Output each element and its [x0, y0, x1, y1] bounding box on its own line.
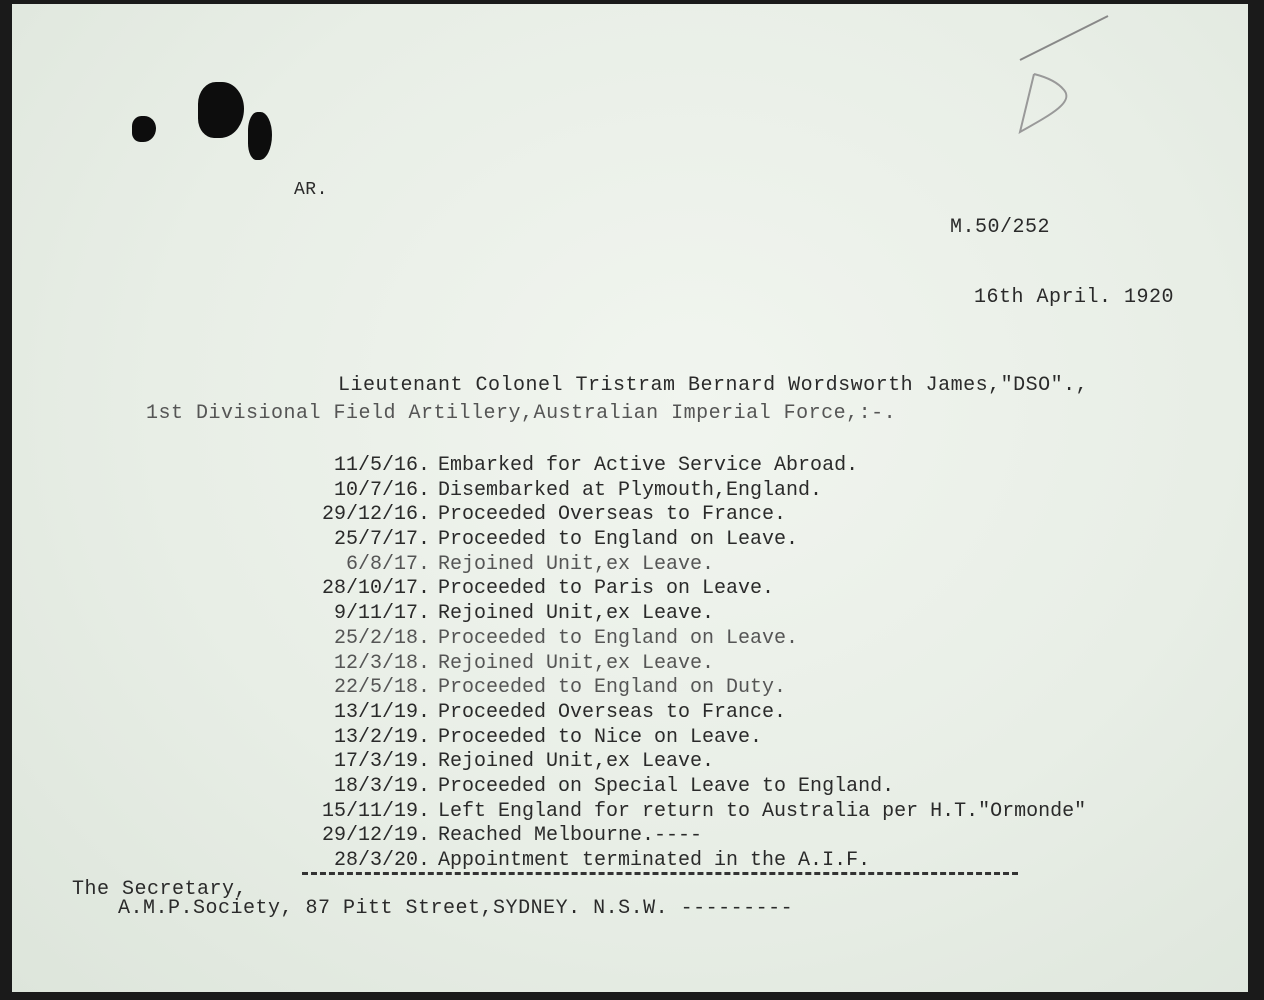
entry-text: Proceeded to Nice on Leave.	[438, 725, 763, 749]
entry-date: 18/3/19.	[333, 774, 430, 798]
entry-text: Rejoined Unit,ex Leave.	[438, 651, 715, 675]
list-item	[242, 750, 1242, 775]
entry-date: 11/5/16.	[333, 454, 430, 477]
list-item	[242, 454, 1242, 479]
entry-text: Proceeded to Paris on Leave.	[438, 577, 775, 601]
entry-text: Embarked for Active Service Abroad.	[438, 454, 859, 477]
addressee-address: A.M.P.Society, 87 Pitt Street,SYDNEY. N.S.W. ---------	[118, 897, 794, 920]
entry-text: Left England for return to Australia per H.T."Ormonde"	[438, 799, 1087, 823]
subject-unit-line: 1st Divisional Field Artillery,Australian Imperial Force,:-.	[146, 402, 897, 425]
list-item	[242, 528, 1242, 553]
entry-date: 17/3/19.	[333, 750, 430, 774]
reference-number: M.50/252	[950, 216, 1051, 239]
entry-text: Proceeded on Special Leave to England.	[438, 774, 895, 798]
entry-text: Disembarked at Plymouth,England.	[438, 478, 823, 502]
letter-date: 16th April. 1920	[974, 286, 1175, 309]
entry-date: 28/10/17.	[321, 577, 430, 601]
punch-hole-right	[198, 82, 244, 138]
entry-text: Proceeded to England on Leave.	[438, 626, 799, 650]
entry-text: Appointment terminated in the A.I.F.	[438, 849, 871, 872]
dashed-divider	[302, 872, 1018, 875]
list-item	[242, 824, 1242, 849]
list-item	[242, 627, 1242, 652]
entry-text: Proceeded Overseas to France.	[438, 503, 787, 527]
entry-text: Proceeded to England on Duty.	[438, 676, 787, 700]
file-code: AR.	[294, 180, 328, 200]
handwritten-mark-icon	[1012, 14, 1132, 144]
list-item	[242, 652, 1242, 677]
list-item	[242, 775, 1242, 800]
entry-date: 12/3/18.	[333, 651, 430, 675]
subject-name-line: Lieutenant Colonel Tristram Bernard Wordsworth James,"DSO".,	[338, 374, 1089, 397]
list-item	[242, 849, 1242, 874]
document-page	[12, 4, 1248, 992]
list-item	[242, 602, 1242, 627]
entry-date: 15/11/19.	[321, 799, 430, 823]
entry-text: Reached Melbourne.----	[438, 824, 703, 848]
entry-text: Rejoined Unit,ex Leave.	[438, 602, 715, 626]
addressee-title: The Secretary,	[72, 878, 248, 901]
entry-date: 29/12/16.	[321, 503, 430, 527]
entry-date: 29/12/19.	[321, 824, 430, 848]
tear-mark	[248, 112, 272, 160]
entry-date: 9/11/17.	[333, 602, 430, 626]
entry-date: 25/7/17.	[333, 528, 430, 552]
entry-date: 6/8/17.	[345, 552, 430, 576]
entry-text: Rejoined Unit,ex Leave.	[438, 750, 715, 774]
list-item	[242, 503, 1242, 528]
entry-date: 22/5/18.	[333, 676, 430, 700]
punch-hole-left	[132, 116, 156, 142]
list-item	[242, 676, 1242, 701]
list-item	[242, 553, 1242, 578]
entry-text: Proceeded Overseas to France.	[438, 700, 787, 724]
list-item	[242, 577, 1242, 602]
list-item	[242, 479, 1242, 504]
entry-date: 25/2/18.	[333, 626, 430, 650]
entry-date: 13/2/19.	[333, 725, 430, 749]
entry-text: Proceeded to England on Leave.	[438, 528, 799, 552]
entry-text: Rejoined Unit,ex Leave.	[438, 552, 715, 576]
list-item	[242, 726, 1242, 751]
service-record-list	[242, 454, 1242, 874]
list-item	[242, 800, 1242, 825]
list-item	[242, 701, 1242, 726]
entry-date: 13/1/19.	[333, 700, 430, 724]
entry-date: 28/3/20.	[333, 849, 430, 872]
entry-date: 10/7/16.	[333, 478, 430, 502]
